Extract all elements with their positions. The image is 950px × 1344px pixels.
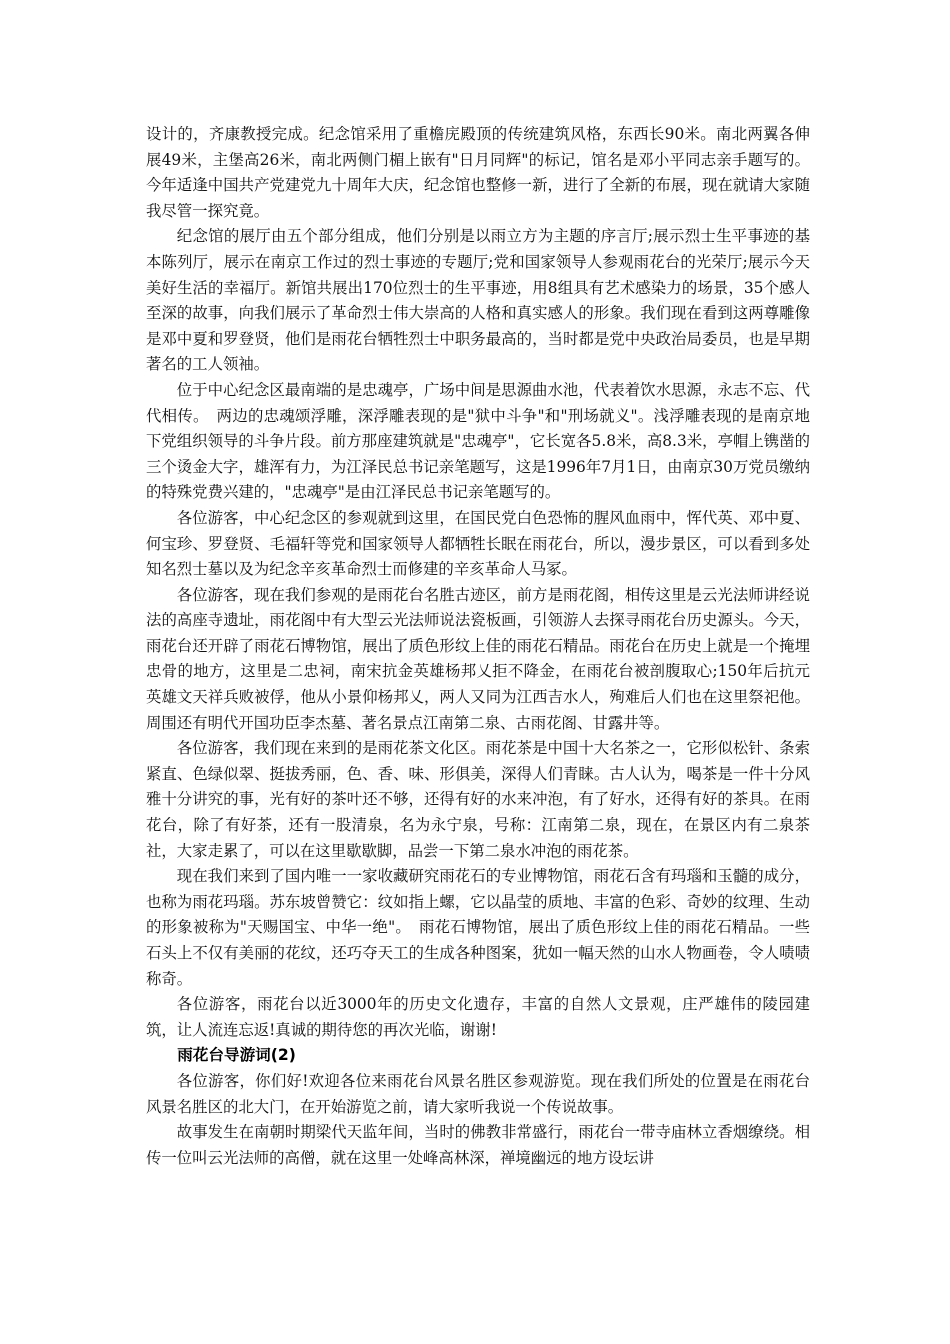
paragraph-memorial-architecture: 设计的，齐康教授完成。纪念馆采用了重檐庑殿顶的传统建筑风格，东西长90米。南北两翼各伸展49米，主堡高26米，南北两侧门楣上嵌有"日月同辉"的标记，馆名是邓小平同志亲手题写的。今年适逢中国共产党建党九十周年大庆，纪念馆也整修一新，进行了全新的布展，现在就请大家随我尽管一探究竟。 bbox=[146, 125, 810, 220]
paragraph-legend-story: 故事发生在南朝时期梁代天监年间，当时的佛教非常盛行，雨花台一带寺庙林立香烟缭绕。相传一位叫云光法师的高僧，就在这里一处峰高林深，禅境幽远的地方设坛讲 bbox=[146, 1123, 810, 1167]
paragraph-zhonghun-pavilion: 位于中心纪念区最南端的是忠魂亭，广场中间是思源曲水池，代表着饮水思源，永志不忘、代代相传。 两边的忠魂颂浮雕，深浮雕表现的是"狱中斗争"和"刑场就义"。浅浮雕表现的是南京地下党组织领导的斗争片段。前方那座建筑就是"忠魂亭"，它长宽各5.8米，高8.3米，亭帽上镌凿的三个烫金大字，雄浑有力，为江泽民总书记亲笔题写，这是1996年7月1日，由南京30万党员缴纳的特殊党费兴建的，"忠魂亭"是由江泽民总书记亲笔题写的。 bbox=[146, 380, 810, 502]
section-heading: 雨花台导游词(2) bbox=[177, 1046, 296, 1065]
paragraph-exhibition-halls: 纪念馆的展厅由五个部分组成，他们分别是以雨立方为主题的序言厅;展示烈士生平事迹的基本陈列厅，展示在南京工作过的烈士事迹的专题厅;党和国家领导人参观雨花台的光荣厅;展示今天美好生活的幸福厅。新馆共展出170位烈士的生平事迹，用8组具有艺术感染力的场景，35个感人至深的故事，向我们展示了革命烈士伟大崇高的人格和真实感人的形象。我们现在看到这两尊雕像是邓中夏和罗登贤，他们是雨花台牺牲烈士中职务最高的，当时都是党中央政治局委员，也是早期著名的工人领袖。 bbox=[146, 227, 810, 374]
paragraph-closing-remarks: 各位游客，雨花台以近3000年的历史文化遗存，丰富的自然人文景观，庄严雄伟的陵园建筑，让人流连忘返!真诚的期待您的再次光临，谢谢! bbox=[146, 995, 810, 1039]
paragraph-tea-culture-area: 各位游客，我们现在来到的是雨花茶文化区。雨花茶是中国十大名茶之一，它形似松针、条索紧直、色绿似翠、挺拔秀丽，色、香、味、形俱美，深得人们青睐。古人认为，喝茶是一件十分风雅十分讲究的事，光有好的茶叶还不够，还得有好的水来冲泡，有了好水，还得有好的茶具。在雨花台，除了有好茶，还有一股清泉，名为永宁泉，号称：江南第二泉，现在，在景区内有二泉茶社，大家走累了，可以在这里歇歇脚，品尝一下第二泉水冲泡的雨花茶。 bbox=[146, 739, 810, 860]
paragraph-historic-sites-area: 各位游客，现在我们参观的是雨花台名胜古迹区，前方是雨花阁，相传这里是云光法师讲经说法的高座寺遗址，雨花阁中有大型云光法师说法瓷板画，引领游人去探寻雨花台历史源头。今天，雨花台还开辟了雨花石博物馆，展出了质色形纹上佳的雨花石精品。雨花台在历史上就是一个掩埋忠骨的地方，这里是二忠祠，南宋抗金英雄杨邦乂拒不降金，在雨花台被剖腹取心;150年后抗元英雄文天祥兵败被俘，他从小景仰杨邦乂，两人又同为江西吉水人，殉难后人们也在这里祭祀他。周围还有明代开国功臣李杰墓、著名景点江南第二泉、古雨花阁、甘露井等。 bbox=[146, 585, 810, 732]
paragraph-central-memorial-area: 各位游客，中心纪念区的参观就到这里，在国民党白色恐怖的腥风血雨中，恽代英、邓中夏、何宝珍、罗登贤、毛福轩等党和国家领导人都牺牲长眠在雨花台，所以，漫步景区，可以看到多处知名烈士墓以及为纪念辛亥革命烈士而修建的辛亥革命人马冢。 bbox=[146, 508, 810, 579]
document-page bbox=[146, 122, 810, 1171]
paragraph-rain-flower-stone-museum: 现在我们来到了国内唯一一家收藏研究雨花石的专业博物馆，雨花石含有玛瑙和玉髓的成分，也称为雨花玛瑙。苏东坡曾赞它：纹如指上螺，它以晶莹的质地、丰富的色彩、奇妙的纹理、生动的形象被称为"天赐国宝、中华一绝"。 雨花石博物馆，展出了质色形纹上佳的雨花石精品。一些石头上不仅有美丽的花纹，还巧夺天工的生成各种图案，犹如一幅天然的山水人物画卷，令人啧啧称奇。 bbox=[146, 867, 810, 988]
paragraph-welcome: 各位游客，你们好!欢迎各位来雨花台风景名胜区参观游览。现在我们所处的位置是在雨花台风景名胜区的北大门，在开始游览之前，请大家听我说一个传说故事。 bbox=[146, 1071, 810, 1116]
